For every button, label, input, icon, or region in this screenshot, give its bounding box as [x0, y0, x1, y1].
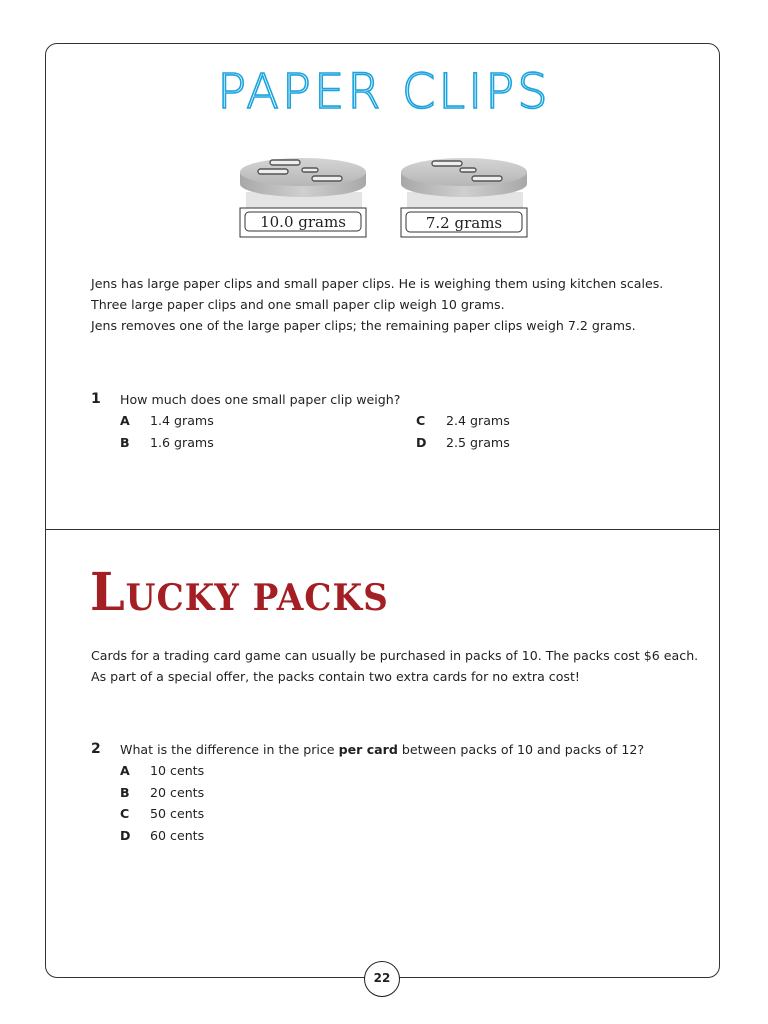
kitchen-scales-illustration [230, 148, 540, 243]
question-number: 1 [91, 391, 101, 407]
scale-2-reading: 7.2 grams [425, 214, 503, 232]
option-letter: B [120, 435, 130, 450]
question-text [120, 741, 644, 759]
scale-1-reading: 10.0 grams [260, 213, 346, 231]
option-text[interactable]: 50 cents [150, 806, 205, 821]
intro-paragraph [91, 273, 663, 336]
question-number: 2 [91, 741, 101, 757]
section-title-lucky-packs [90, 562, 389, 625]
option-letter: A [120, 763, 130, 778]
option-letter: A [120, 413, 130, 428]
intro-paragraph [91, 645, 698, 687]
section-title-paper-clips: PAPER CLIPS [217, 64, 551, 120]
option-text[interactable]: 1.6 grams [150, 435, 214, 450]
intro-line: Jens removes one of the large paper clips; the remaining paper clips weigh 7.2 grams. [91, 318, 636, 333]
question-text: How much does one small paper clip weigh? [120, 392, 401, 407]
intro-line: Three large paper clips and one small paper clip weigh 10 grams. [91, 297, 505, 312]
question-text-part: between packs of 10 and packs of 12? [397, 742, 645, 757]
section-divider [45, 529, 720, 530]
title-rest: UCKY PACKS [125, 577, 389, 619]
option-text[interactable]: 20 cents [150, 785, 205, 800]
title-initial: L [90, 562, 126, 623]
option-text[interactable]: 1.4 grams [150, 413, 214, 428]
option-text[interactable]: 2.4 grams [446, 413, 510, 428]
intro-line: Jens has large paper clips and small paper clips. He is weighing them using kitchen scales. [91, 276, 664, 291]
option-letter: D [120, 828, 131, 843]
option-letter: D [416, 435, 427, 450]
intro-line: As part of a special offer, the packs contain two extra cards for no extra cost! [91, 669, 580, 684]
option-letter: B [120, 785, 130, 800]
option-text[interactable]: 10 cents [150, 763, 205, 778]
question-text-emphasis: per card [338, 742, 398, 757]
option-text[interactable]: 60 cents [150, 828, 205, 843]
page-number: 22 [364, 961, 400, 997]
intro-line: Cards for a trading card game can usually be purchased in packs of 10. The packs cost $6 each. [91, 648, 699, 663]
option-text[interactable]: 2.5 grams [446, 435, 510, 450]
option-letter: C [120, 806, 130, 821]
option-letter: C [416, 413, 426, 428]
question-text-part: What is the difference in the price [120, 742, 339, 757]
